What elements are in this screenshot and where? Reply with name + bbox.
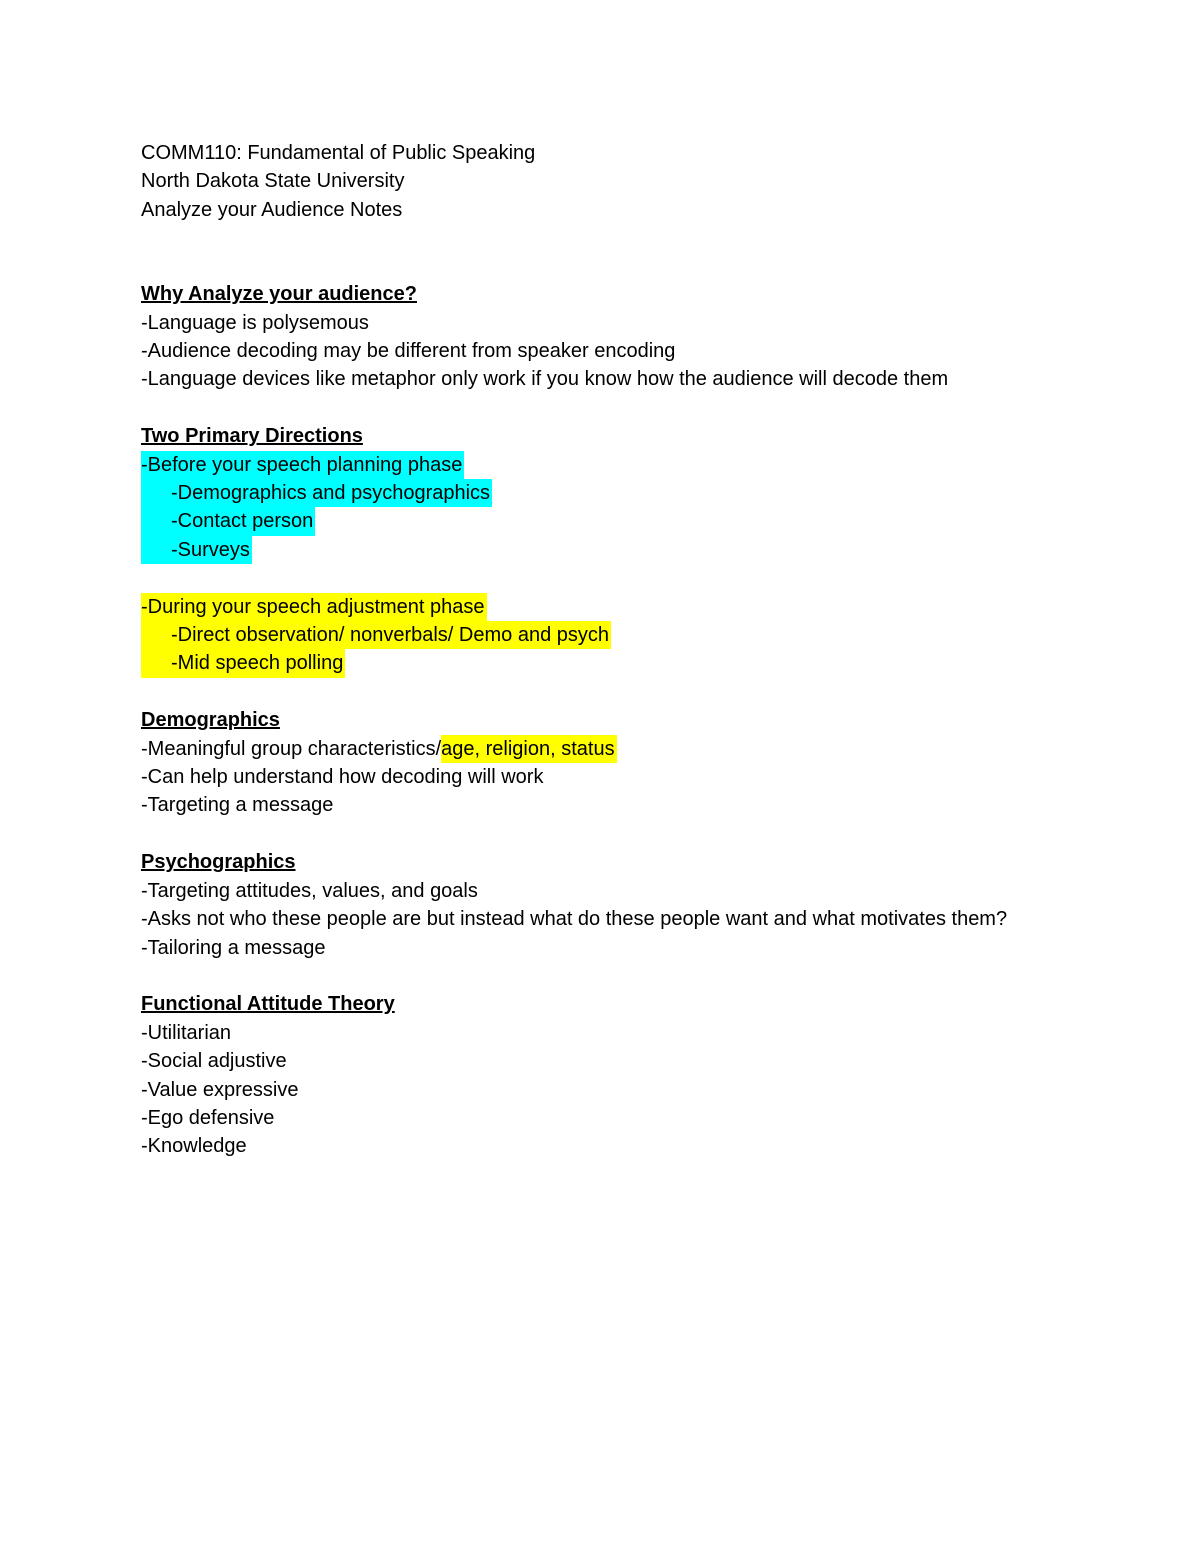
functional-item-3: -Value expressive — [141, 1078, 299, 1101]
psychographics-item-3: -Tailoring a message — [141, 936, 326, 959]
university-name: North Dakota State University — [141, 170, 405, 193]
why-item-2: -Audience decoding may be different from speaker encoding — [141, 340, 676, 363]
heading-psychographics: Psychographics — [141, 851, 296, 874]
spacer — [141, 564, 1041, 592]
heading-two-primary-directions: Two Primary Directions — [141, 425, 363, 448]
before-subitem-2: -Contact person — [141, 507, 315, 535]
spacer — [141, 224, 1041, 280]
heading-functional-attitude-theory: Functional Attitude Theory — [141, 993, 395, 1016]
spacer — [141, 962, 1041, 990]
why-item-3: -Language devices like metaphor only work if you know how the audience will decode them — [141, 368, 949, 391]
during-subitem-2: -Mid speech polling — [141, 649, 345, 677]
functional-item-1: -Utilitarian — [141, 1021, 232, 1044]
spacer — [141, 394, 1041, 422]
demographics-item-1-prefix: -Meaningful group characteristics/ — [141, 737, 442, 760]
spacer — [141, 678, 1041, 706]
before-phase-label: -Before your speech planning phase — [141, 451, 464, 479]
why-item-1: -Language is polysemous — [141, 311, 369, 334]
psychographics-item-1: -Targeting attitudes, values, and goals — [141, 879, 478, 902]
during-subitem-1: -Direct observation/ nonverbals/ Demo and psych — [141, 621, 611, 649]
psychographics-item-2: -Asks not who these people are but instead what do these people want and what motivates them? — [141, 908, 1008, 931]
demographics-item-1 — [141, 735, 1041, 763]
demographics-item-2: -Can help understand how decoding will work — [141, 766, 544, 789]
functional-item-2: -Social adjustive — [141, 1050, 287, 1073]
demographics-item-1-highlight: age, religion, status — [441, 735, 616, 763]
spacer — [141, 820, 1041, 848]
before-subitem-1: -Demographics and psychographics — [141, 479, 492, 507]
course-title: COMM110: Fundamental of Public Speaking — [141, 142, 536, 164]
functional-item-4: -Ego defensive — [141, 1106, 275, 1129]
functional-item-5: -Knowledge — [141, 1135, 247, 1158]
demographics-item-3: -Targeting a message — [141, 794, 334, 817]
document-page — [141, 139, 1041, 1161]
notes-subtitle: Analyze your Audience Notes — [141, 198, 403, 221]
during-phase-label: -During your speech adjustment phase — [141, 593, 487, 621]
heading-demographics: Demographics — [141, 709, 280, 732]
before-subitem-3: -Surveys — [141, 536, 252, 564]
heading-why-analyze: Why Analyze your audience? — [141, 283, 417, 306]
